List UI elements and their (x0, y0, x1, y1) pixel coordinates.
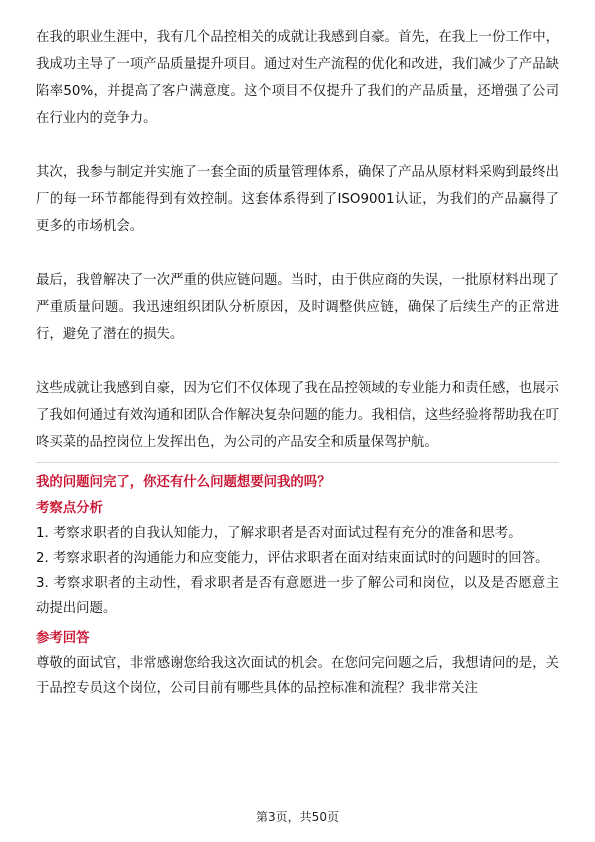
paragraph-gap (36, 132, 559, 159)
reference-answer: 尊敬的面试官，非常感谢您给我这次面试的机会。在您问完问题之后，我想请问的是，关于品控专员这个岗位，公司目前有哪些具体的品控标准和流程？我非常关注 (36, 656, 559, 696)
paragraph-gap (36, 240, 559, 267)
interview-question: 我的问题问完了，你还有什么问题想要问我的吗？ (36, 475, 331, 490)
answer-paragraph-4: 这些成就让我感到自豪，因为它们不仅体现了我在品控领域的专业能力和责任感，也展示了我如何通过有效沟通和团队合作解决复杂问题的能力。我相信，这些经验将帮助我在叮咚买菜的品控岗位上发挥出色，为公司的产品安全和质量保驾护航。 (36, 381, 559, 450)
section-divider (36, 462, 559, 463)
answer-paragraph-2: 其次，我参与制定并实施了一套全面的质量管理体系，确保了产品从原材料采购到最终出厂的每一环节都能得到有效控制。这套体系得到了ISO9001认证，为我们的产品赢得了更多的市场机会。 (36, 165, 559, 234)
analysis-item-3: 3. 考察求职者的主动性，看求职者是否有意愿进一步了解公司和岗位，以及是否愿意主动提出问题。 (36, 576, 559, 616)
analysis-heading: 考察点分析 (36, 501, 103, 516)
analysis-item-2: 2. 考察求职者的沟通能力和应变能力，评估求职者在面对结束面试时的问题时的回答。 (36, 551, 549, 566)
page-number: 第3页，共50页 (256, 810, 339, 824)
analysis-item-1: 1. 考察求职者的自我认知能力，了解求职者是否对面试过程有充分的准备和思考。 (36, 526, 522, 541)
answer-paragraph-1: 在我的职业生涯中，我有几个品控相关的成就让我感到自豪。首先，在我上一份工作中，我成功主导了一项产品质量提升项目。通过对生产流程的优化和改进，我们减少了产品缺陷率50%，并提高了客户满意度。这个项目不仅提升了我们的产品质量，还增强了公司在行业内的竞争力。 (36, 30, 559, 126)
analysis-list (36, 521, 559, 621)
page-content (36, 24, 559, 701)
paragraph-gap (36, 348, 559, 375)
answer-paragraph-3: 最后，我曾解决了一次严重的供应链问题。当时，由于供应商的失误，一批原材料出现了严重质量问题。我迅速组织团队分析原因，及时调整供应链，确保了后续生产的正常进行，避免了潜在的损失。 (36, 273, 559, 342)
reference-heading: 参考回答 (36, 631, 90, 646)
